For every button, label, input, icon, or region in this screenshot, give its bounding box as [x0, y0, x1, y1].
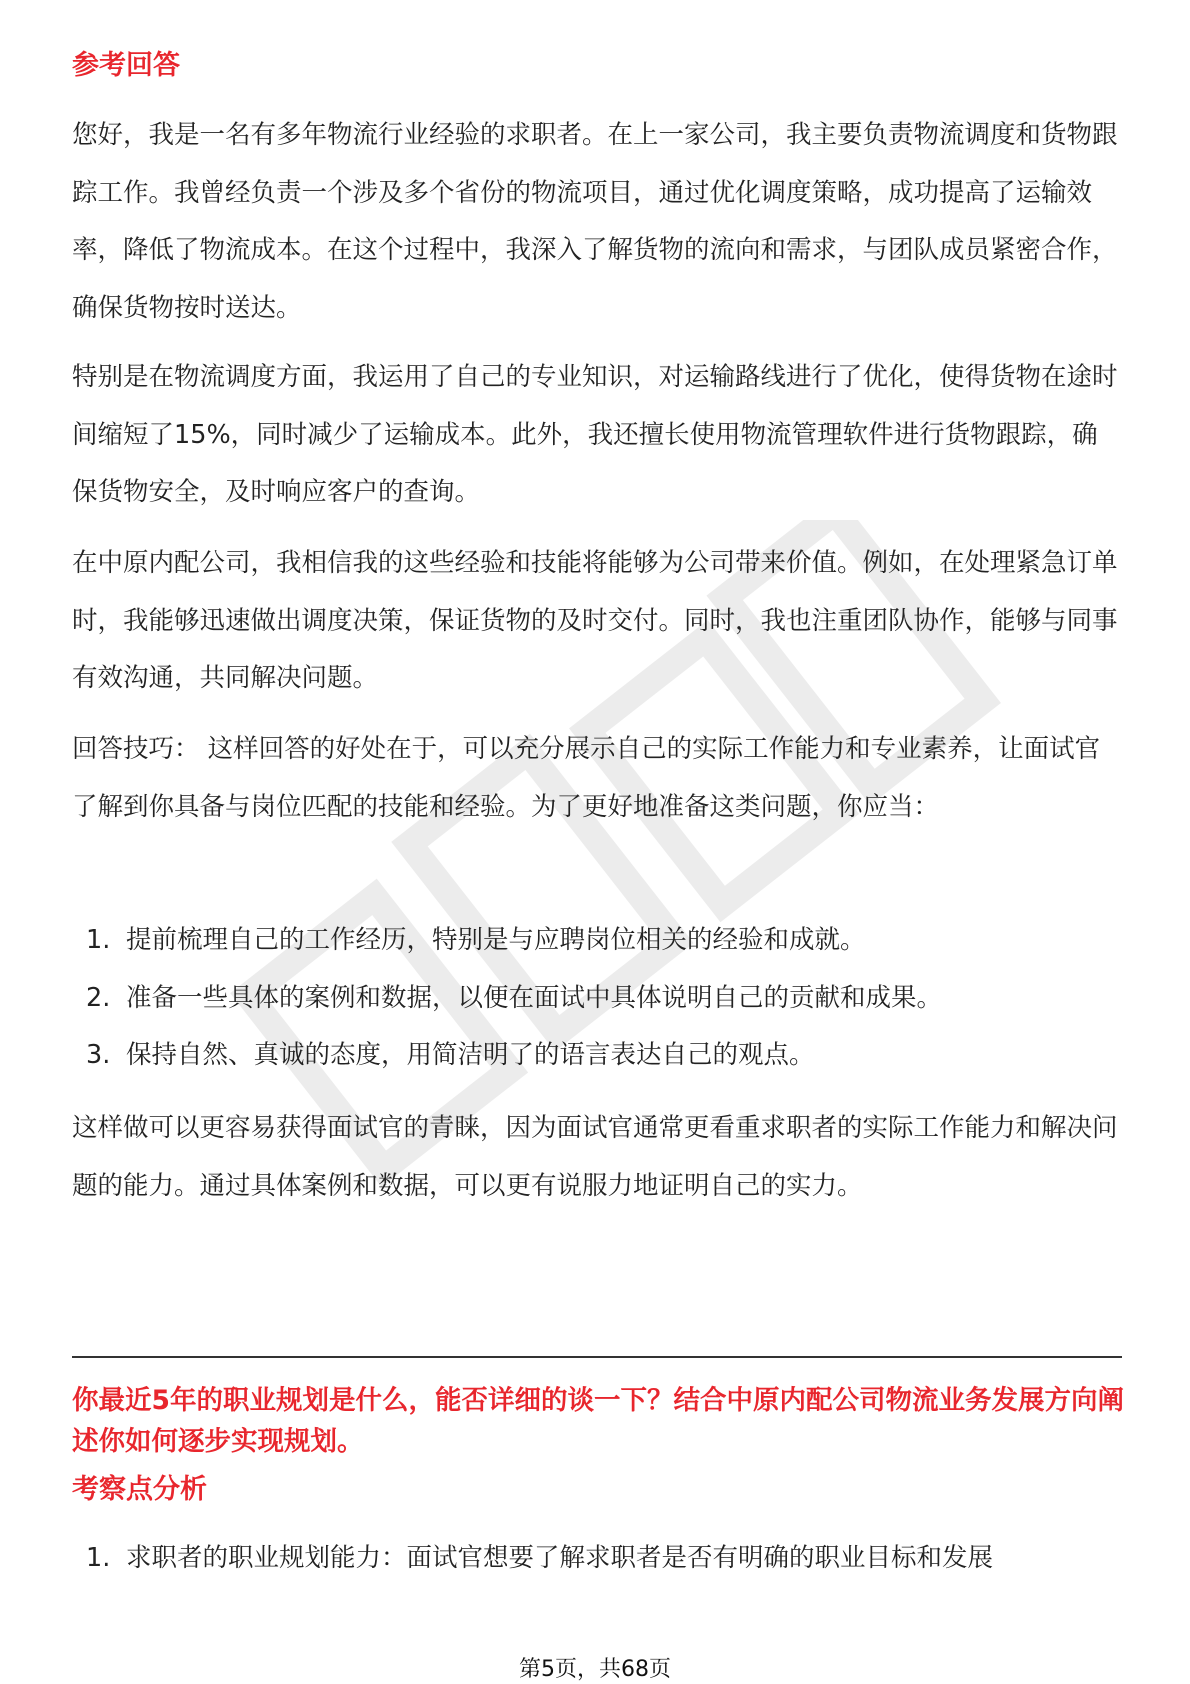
section-title-reference-answer: 参考回答	[72, 50, 180, 81]
section-title-analysis: 考察点分析	[72, 1474, 207, 1505]
list-number: 1.	[86, 1543, 111, 1573]
list-text: 准备一些具体的案例和数据，以便在面试中具体说明自己的贡献和成果。	[126, 982, 943, 1013]
list-number: 1.	[86, 925, 111, 955]
list-item	[72, 1027, 1122, 1085]
tips-list	[72, 912, 1122, 1085]
list-text: 求职者的职业规划能力：面试官想要了解求职者是否有明确的职业目标和发展	[126, 1543, 994, 1573]
section-divider	[72, 1356, 1122, 1358]
answer-paragraph-2: 特别是在物流调度方面，我运用了自己的专业知识，对运输路线进行了优化，使得货物在途时间缩短了15%，同时减少了运输成本。此外，我还擅长使用物流管理软件进行货物跟踪，确保货物安全，及时响应客户的查询。	[72, 362, 1118, 507]
list-text: 保持自然、真诚的态度，用简洁明了的语言表达自己的观点。	[126, 1040, 815, 1070]
list-number: 2.	[86, 982, 111, 1013]
interview-question: 你最近5年的职业规划是什么，能否详细的谈一下？结合中原内配公司物流业务发展方向阐述你如何逐步实现规划。	[72, 1385, 1124, 1457]
list-text: 提前梳理自己的工作经历，特别是与应聘岗位相关的经验和成就。	[126, 925, 866, 955]
answer-paragraph-3: 在中原内配公司，我相信我的这些经验和技能将能够为公司带来价值。例如，在处理紧急订单时，我能够迅速做出调度决策，保证货物的及时交付。同时，我也注重团队协作，能够与同事有效沟通，共同解决问题。	[72, 548, 1118, 693]
answer-paragraph-1: 您好，我是一名有多年物流行业经验的求职者。在上一家公司，我主要负责物流调度和货物跟踪工作。我曾经负责一个涉及多个省份的物流项目，通过优化调度策略，成功提高了运输效率，降低了物流成本。在这个过程中，我深入了解货物的流向和需求，与团队成员紧密合作，确保货物按时送达。	[72, 120, 1118, 323]
list-number: 3.	[86, 1040, 111, 1070]
list-item	[72, 1530, 1122, 1588]
list-item	[72, 912, 1122, 970]
list-item	[72, 970, 1122, 1028]
page-footer: 第5页，共68页	[519, 1657, 671, 1682]
analysis-list	[72, 1530, 1122, 1588]
closing-paragraph: 这样做可以更容易获得面试官的青睐，因为面试官通常更看重求职者的实际工作能力和解决问题的能力。通过具体案例和数据，可以更有说服力地证明自己的实力。	[72, 1113, 1118, 1201]
answer-tips-intro: 回答技巧： 这样回答的好处在于，可以充分展示自己的实际工作能力和专业素养，让面试官了解到你具备与岗位匹配的技能和经验。为了更好地准备这类问题，你应当：	[72, 734, 1101, 822]
